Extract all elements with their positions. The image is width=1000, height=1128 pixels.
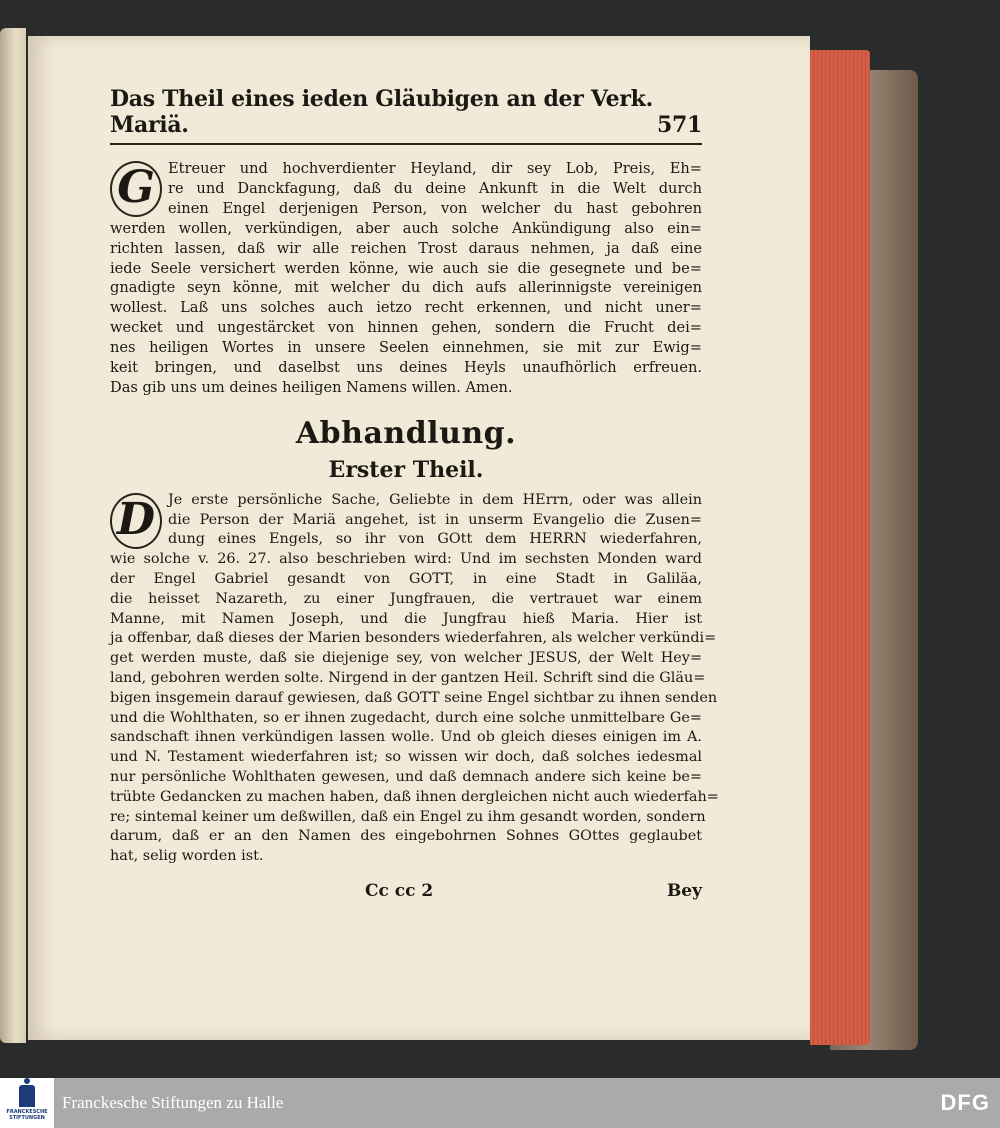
head-rule: [110, 143, 702, 145]
body-line: die heisset Nazareth, zu einer Jungfrauen, die vertrauet war einem: [110, 590, 702, 607]
institution-name[interactable]: Franckesche Stiftungen zu Halle: [62, 1093, 284, 1112]
signature-mark: Cc cc 2: [365, 881, 434, 902]
catchword: Bey: [666, 881, 702, 902]
body-line: Manne, mit Namen Joseph, und die Jungfrau hieß Maria. Hier ist: [110, 610, 702, 627]
page-text-area: [110, 86, 719, 902]
prayer-paragraph: [110, 159, 702, 398]
body-line: Je erste persönliche Sache, Geliebte in dem HErrn, oder was allein: [168, 491, 702, 508]
body-line: darum, daß er an den Namen des eingebohrnen Sohnes GOttes geglaubet: [110, 828, 702, 845]
page-number: 571: [656, 112, 702, 138]
red-page-edges: [810, 50, 870, 1045]
prayer-line: einen Engel derjenigen Person, von welcher du hast gebohren: [168, 199, 702, 217]
body-line: hat, selig worden ist.: [110, 848, 264, 865]
body-line: die Person der Mariä angehet, ist in unserm Evangelio die Zusen=: [168, 511, 702, 528]
body-line: ja offenbar, daß dieses der Marien besonders wiederfahren, als welcher verkündi=: [110, 630, 717, 647]
prayer-line: Etreuer und hochverdienter Heyland, dir sey Lob, Preis, Eh=: [168, 160, 702, 177]
body-paragraph: [110, 491, 719, 867]
body-line: der Engel Gabriel gesandt von GOTT, in eine Stadt in Galiläa,: [110, 571, 702, 588]
logo-text-line1: FRANCKESCHE: [6, 1109, 48, 1115]
body-line: und die Wohlthaten, so er ihnen zugedacht, durch eine solche unmittelbare Ge=: [110, 709, 702, 726]
body-drop-initial: D: [110, 493, 162, 549]
body-line: sandschaft ihnen verkündigen lassen wolle. Und ob gleich dieses einigen im A.: [110, 729, 702, 746]
dfg-logo[interactable]: DFG: [940, 1090, 990, 1115]
orphanage-icon: [19, 1085, 35, 1107]
prayer-line: wecket und ungestärcket von hinnen gehen, sondern die Frucht dei=: [110, 319, 702, 337]
section-title: Abhandlung.: [295, 415, 517, 451]
body-line: bigen insgemein darauf gewiesen, daß GOTT seine Engel sichtbar zu ihnen senden: [110, 689, 718, 706]
footer-bar: [0, 1078, 1000, 1128]
prayer-line: richten lassen, daß wir alle reichen Trost daraus nehmen, ja daß eine: [110, 239, 702, 257]
prayer-line: wollest. Laß uns solches auch ietzo recht erkennen, und nicht uner=: [110, 299, 702, 317]
prayer-drop-initial: G: [110, 161, 162, 217]
prayer-line: werden wollen, verkündigen, aber auch solche Ankündigung also ein=: [110, 219, 702, 237]
prayer-line: nes heiligen Wortes in unsere Seelen einnehmen, sie mit zur Ewig=: [110, 339, 702, 357]
body-line: dung eines Engels, so ihr von GOtt dem HERRN wiederfahren,: [168, 531, 702, 548]
prayer-line: Das gib uns um deines heiligen Namens willen. Amen.: [110, 378, 513, 396]
prayer-line: keit bringen, und daselbst uns deines Heyls unaufhörlich erfreuen.: [110, 359, 702, 377]
running-head: [110, 86, 702, 138]
logo-caption: [6, 1109, 47, 1121]
book-page: [28, 36, 810, 1040]
prayer-line: gnadigte seyn könne, mit welcher du dich aufs allerinnigste vereinigen: [110, 279, 702, 297]
body-line: re; sintemal keiner um deßwillen, daß ein Engel zu ihm gesandt worden, sondern: [110, 808, 706, 825]
running-head-title: Das Theil eines ieden Gläubigen an der Verk. Mariä.: [110, 86, 653, 138]
prayer-line: re und Danckfagung, daß du deine Ankunft in die Welt durch: [168, 179, 702, 197]
body-line: trübte Gedancken zu machen haben, daß ihnen dergleichen nicht auch wiederfah=: [110, 788, 719, 805]
body-line: wie solche v. 26. 27. also beschrieben wird: Und im sechsten Monden ward: [110, 551, 702, 568]
body-line: nur persönliche Wohlthaten gewesen, und daß demnach andere sich keine be=: [110, 769, 702, 786]
body-line: get werden muste, daß sie diejenige sey, von welcher JESUS, der Welt Hey=: [110, 650, 702, 667]
page-footer: [110, 881, 702, 901]
body-line: land, gebohren werden solte. Nirgend in der gantzen Heil. Schrift sind die Gläu=: [110, 670, 706, 687]
section-subtitle: Erster Theil.: [328, 456, 484, 483]
institution-logo[interactable]: [0, 1078, 54, 1128]
prayer-line: iede Seele versichert werden könne, wie auch sie die gesegnete und be=: [110, 259, 702, 277]
body-line: und N. Testament wiederfahren ist; so wissen wir doch, daß solches iedesmal: [110, 749, 702, 766]
book-left-edge: [0, 28, 26, 1043]
logo-text-line2: STIFTUNGEN: [9, 1115, 45, 1121]
